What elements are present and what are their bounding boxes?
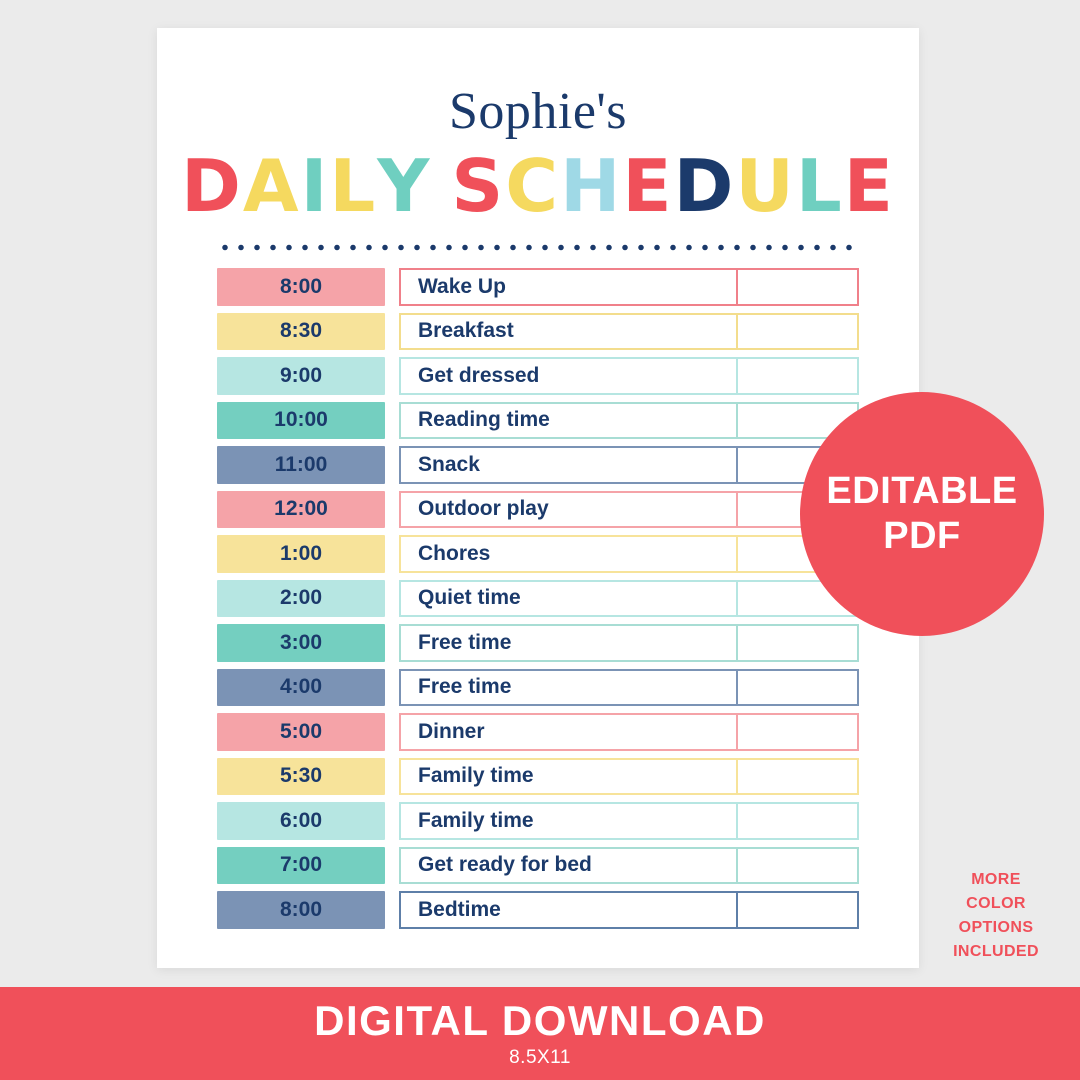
schedule-time-cell[interactable]: 9:00 <box>217 357 385 395</box>
schedule-row <box>217 624 859 662</box>
more-options-line-4: INCLUDED <box>953 943 1039 960</box>
row-gap <box>385 402 399 440</box>
title-letter: Y <box>377 144 432 228</box>
schedule-task-label: Get ready for bed <box>418 853 592 877</box>
row-gap <box>385 891 399 929</box>
row-gap <box>385 535 399 573</box>
schedule-task-label: Breakfast <box>418 319 514 343</box>
schedule-time-cell[interactable]: 1:00 <box>217 535 385 573</box>
schedule-row <box>217 891 859 929</box>
more-options-line-2: COLOR <box>966 895 1026 912</box>
schedule-time-cell[interactable]: 3:00 <box>217 624 385 662</box>
task-checkbox-divider <box>736 270 738 304</box>
title-letter: I <box>300 144 330 228</box>
schedule-task-cell[interactable] <box>399 847 859 885</box>
schedule-task-cell[interactable] <box>399 758 859 796</box>
title-letter: L <box>795 144 844 228</box>
task-checkbox-divider <box>736 760 738 794</box>
schedule-task-label: Family time <box>418 764 534 788</box>
task-checkbox-divider <box>736 893 738 927</box>
task-checkbox-divider <box>736 448 738 482</box>
editable-pdf-badge <box>800 392 1044 636</box>
badge-line-2: PDF <box>883 515 961 557</box>
schedule-task-cell[interactable] <box>399 669 859 707</box>
row-gap <box>385 580 399 618</box>
title-letter: S <box>451 144 506 228</box>
schedule-task-label: Reading time <box>418 408 550 432</box>
schedule-task-cell[interactable] <box>399 891 859 929</box>
schedule-time-cell[interactable]: 5:00 <box>217 713 385 751</box>
task-checkbox-divider <box>736 804 738 838</box>
title-letter: E <box>622 144 674 228</box>
schedule-task-label: Get dressed <box>418 363 540 387</box>
schedule-time-cell[interactable]: 6:00 <box>217 802 385 840</box>
title-letter: D <box>673 144 736 228</box>
schedule-task-label: Bedtime <box>418 897 501 921</box>
title-letter: U <box>735 144 796 228</box>
schedule-row <box>217 357 859 395</box>
schedule-row <box>217 580 859 618</box>
dotted-divider <box>217 244 859 251</box>
row-gap <box>385 624 399 662</box>
row-gap <box>385 669 399 707</box>
more-options-line-1: MORE <box>971 871 1021 888</box>
task-checkbox-divider <box>736 671 738 705</box>
schedule-row <box>217 491 859 529</box>
schedule-task-cell[interactable] <box>399 535 859 573</box>
title-letter: L <box>329 144 378 228</box>
schedule-time-cell[interactable]: 5:30 <box>217 758 385 796</box>
task-checkbox-divider <box>736 493 738 527</box>
schedule-task-cell[interactable] <box>399 491 859 529</box>
schedule-row <box>217 802 859 840</box>
schedule-task-label: Snack <box>418 452 480 476</box>
schedule-task-label: Outdoor play <box>418 497 549 521</box>
task-checkbox-divider <box>736 359 738 393</box>
row-gap <box>385 713 399 751</box>
schedule-task-cell[interactable] <box>399 624 859 662</box>
task-checkbox-divider <box>736 582 738 616</box>
title-letter: H <box>560 144 623 228</box>
schedule-task-label: Free time <box>418 630 512 654</box>
schedule-row <box>217 268 859 306</box>
schedule-task-label: Dinner <box>418 719 485 743</box>
more-color-options-note <box>930 868 1062 964</box>
schedule-task-cell[interactable] <box>399 713 859 751</box>
schedule-task-label: Chores <box>418 541 491 565</box>
sheet-header <box>157 28 919 228</box>
schedule-table <box>217 268 859 929</box>
schedule-task-label: Wake Up <box>418 274 506 298</box>
schedule-task-cell[interactable] <box>399 313 859 351</box>
row-gap <box>385 758 399 796</box>
task-checkbox-divider <box>736 849 738 883</box>
banner-title: DIGITAL DOWNLOAD <box>314 997 766 1044</box>
child-name: Sophie's <box>448 83 628 140</box>
more-options-line-3: OPTIONS <box>958 919 1034 936</box>
task-checkbox-divider <box>736 404 738 438</box>
schedule-time-cell[interactable]: 2:00 <box>217 580 385 618</box>
schedule-row <box>217 402 859 440</box>
schedule-task-cell[interactable] <box>399 357 859 395</box>
schedule-time-cell[interactable]: 7:00 <box>217 847 385 885</box>
schedule-time-cell[interactable]: 8:30 <box>217 313 385 351</box>
title-letter: E <box>843 144 895 228</box>
task-checkbox-divider <box>736 715 738 749</box>
schedule-task-cell[interactable] <box>399 402 859 440</box>
schedule-row <box>217 758 859 796</box>
row-gap <box>385 446 399 484</box>
title-letter: C <box>505 144 561 228</box>
row-gap <box>385 357 399 395</box>
row-gap <box>385 491 399 529</box>
title-letter: A <box>242 144 301 228</box>
schedule-time-cell[interactable]: 8:00 <box>217 891 385 929</box>
digital-download-banner <box>0 987 1080 1080</box>
schedule-task-cell[interactable] <box>399 802 859 840</box>
schedule-time-cell[interactable]: 8:00 <box>217 268 385 306</box>
banner-subtitle: 8.5X11 <box>509 1047 571 1068</box>
schedule-time-cell[interactable]: 4:00 <box>217 669 385 707</box>
schedule-task-label: Quiet time <box>418 586 521 610</box>
schedule-time-cell[interactable]: 11:00 <box>217 446 385 484</box>
sheet-title <box>157 144 919 228</box>
schedule-task-cell[interactable] <box>399 580 859 618</box>
schedule-task-cell[interactable] <box>399 268 859 306</box>
task-checkbox-divider <box>736 537 738 571</box>
row-gap <box>385 847 399 885</box>
task-checkbox-divider <box>736 626 738 660</box>
badge-line-1: EDITABLE <box>826 470 1018 513</box>
schedule-row <box>217 535 859 573</box>
row-gap <box>385 268 399 306</box>
title-letter: D <box>181 144 243 228</box>
schedule-time-cell[interactable]: 10:00 <box>217 402 385 440</box>
schedule-row <box>217 713 859 751</box>
schedule-row <box>217 446 859 484</box>
schedule-time-cell[interactable]: 12:00 <box>217 491 385 529</box>
schedule-task-label: Free time <box>418 675 512 699</box>
schedule-row <box>217 313 859 351</box>
schedule-row <box>217 847 859 885</box>
row-gap <box>385 313 399 351</box>
task-checkbox-divider <box>736 315 738 349</box>
row-gap <box>385 802 399 840</box>
schedule-task-cell[interactable] <box>399 446 859 484</box>
schedule-task-label: Family time <box>418 808 534 832</box>
schedule-row <box>217 669 859 707</box>
